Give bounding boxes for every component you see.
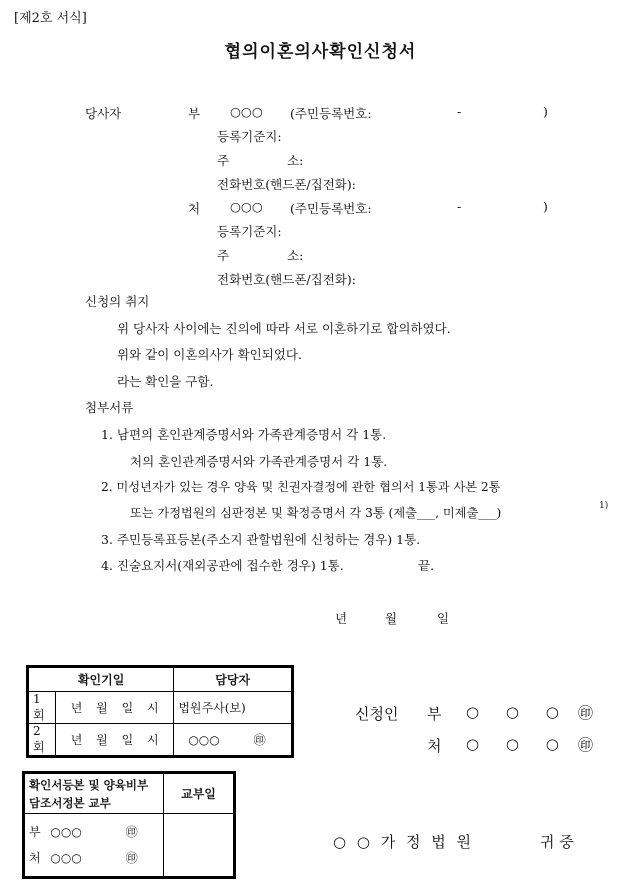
- applicant-husband-label: 부: [427, 705, 442, 723]
- delivery-husband-row: [29, 819, 159, 845]
- delivery-recipients-cell: [25, 814, 164, 877]
- officer-header: 담당자: [174, 668, 292, 692]
- confirm-date-header: 확인기일: [29, 668, 174, 692]
- applicant-wife-seal: ㊞: [578, 736, 594, 754]
- delivery-wife-seal: ㊞: [125, 851, 138, 865]
- applicant-husband-seal: ㊞: [578, 704, 594, 722]
- delivery-wife-name: ○○○: [50, 851, 82, 865]
- husband-label: 부: [188, 106, 201, 121]
- round-1-datetime: 년 월 일 시: [56, 692, 174, 724]
- applicant-label: 신청인: [355, 705, 399, 723]
- attachment-item-4: 4. 진술요지서(재외공관에 접수한 경우) 1통.: [101, 558, 344, 573]
- confirmation-table: [28, 667, 292, 756]
- delivery-date-header: 교부일: [164, 774, 234, 814]
- husband-rrn-close: ): [543, 104, 548, 119]
- husband-phone: 전화번호(핸드폰/집전화):: [217, 177, 356, 192]
- applicant-wife-label: 처: [427, 737, 442, 755]
- round-2-label: 2회: [29, 724, 56, 756]
- purpose-line-3: 라는 확인을 구함.: [117, 374, 214, 389]
- wife-registry: 등록기준지:: [217, 224, 282, 239]
- delivery-date-cell: [164, 814, 234, 877]
- round-2-datetime: 년 월 일 시: [56, 724, 174, 756]
- officer-signature-cell: [174, 724, 292, 756]
- applicant-husband-name: ○ ○ ○: [466, 703, 559, 721]
- round-1-label: 1회: [29, 692, 56, 724]
- husband-rrn-dash: -: [457, 104, 462, 119]
- court-name: ○ ○ 가 정 법 원: [333, 833, 471, 851]
- date-day: 일: [437, 611, 450, 626]
- wife-phone: 전화번호(핸드폰/집전화):: [217, 272, 356, 287]
- wife-rrn-dash: -: [457, 199, 462, 214]
- attachment-item-2a: 2. 미성년자가 있는 경우 양육 및 친권자결정에 관한 협의서 1통과 사본 2통: [101, 480, 501, 494]
- delivery-wife-label: 처: [29, 851, 41, 865]
- purpose-label: 신청의 취지: [85, 294, 150, 309]
- attachment-item-1b: 처의 혼인관계증명서와 가족관계증명서 각 1통.: [130, 454, 388, 469]
- date-year: 년: [335, 611, 348, 626]
- document-title: 협의이혼의사확인신청서: [224, 42, 417, 62]
- wife-address-a: 주: [217, 248, 230, 263]
- officer-name: ○○○: [188, 733, 220, 747]
- form-number: [제2호 서식]: [14, 11, 87, 26]
- attachment-item-2b-footnote: 1): [599, 501, 609, 511]
- attachment-item-3: 3. 주민등록표등본(주소지 관할법원에 신청하는 경우) 1통.: [101, 532, 421, 547]
- delivery-wife-row: [29, 845, 159, 871]
- date-month: 월: [385, 611, 398, 626]
- husband-name: ○○○: [230, 104, 263, 119]
- husband-rrn-label: (주민등록번호:: [290, 106, 372, 121]
- wife-label: 처: [188, 201, 201, 216]
- delivery-husband-label: 부: [29, 825, 41, 839]
- husband-address-a: 주: [217, 153, 230, 168]
- officer-title: 법원주사(보): [174, 692, 292, 724]
- attachments-label: 첨부서류: [85, 400, 134, 415]
- wife-rrn-label: (주민등록번호:: [290, 201, 372, 216]
- husband-registry: 등록기준지:: [217, 129, 282, 144]
- wife-rrn-close: ): [543, 199, 548, 214]
- applicant-wife-name: ○ ○ ○: [466, 735, 559, 753]
- delivery-table: [24, 773, 234, 877]
- delivery-husband-seal: ㊞: [125, 825, 138, 839]
- attachment-end: 끝.: [418, 558, 435, 573]
- delivery-husband-name: ○○○: [50, 825, 82, 839]
- parties-label: 당사자: [85, 106, 122, 121]
- purpose-line-2: 위와 같이 이혼의사가 확인되었다.: [117, 347, 302, 362]
- officer-seal: ㊞: [253, 733, 266, 747]
- delivery-header: 확인서등본 및 양육비부담조서정본 교부: [25, 774, 164, 814]
- husband-address-b: 소:: [287, 153, 304, 168]
- court-suffix: 귀 중: [540, 833, 574, 851]
- attachment-item-1a: 1. 남편의 혼인관계증명서와 가족관계증명서 각 1통.: [101, 427, 387, 442]
- wife-address-b: 소:: [287, 248, 304, 263]
- purpose-line-1: 위 당사자 사이에는 진의에 따라 서로 이혼하기로 합의하였다.: [117, 321, 451, 336]
- wife-name: ○○○: [230, 199, 263, 214]
- attachment-item-2b: 또는 가정법원의 심판정본 및 확정증명서 각 3통 (제출___, 미제출___): [130, 506, 502, 520]
